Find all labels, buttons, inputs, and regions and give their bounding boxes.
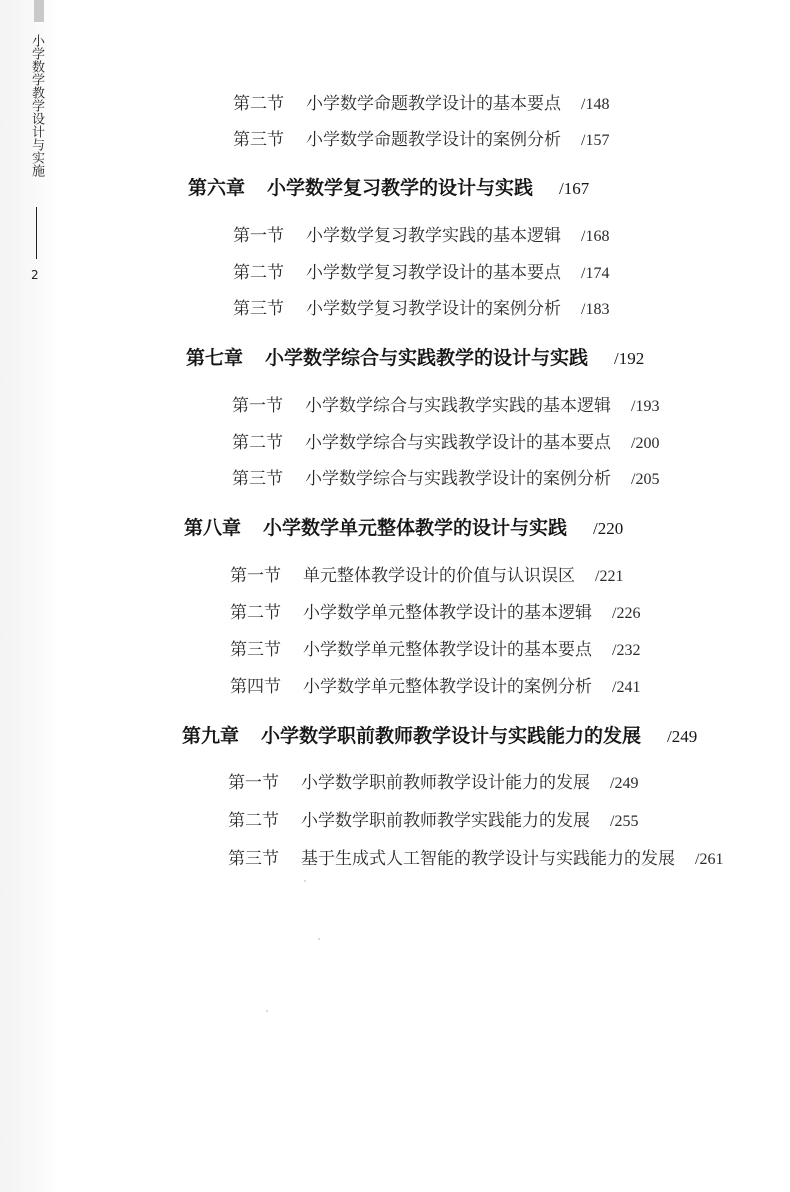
entry-title: 小学数学复习教学设计的基本要点: [306, 263, 561, 283]
scan-edge-shadow: [0, 0, 58, 1192]
entry-page: /221: [595, 568, 624, 585]
scan-speck: [318, 938, 320, 940]
entry-title: 小学数学单元整体教学的设计与实践: [263, 517, 568, 539]
entry-title: 小学数学综合与实践教学设计的基本要点: [305, 433, 611, 453]
running-title: 小学数学教学设计与实施: [29, 34, 44, 177]
entry-title: 小学数学职前教师教学实践能力的发展: [301, 811, 590, 831]
margin-divider: [36, 207, 37, 259]
entry-label: 第一节: [230, 566, 281, 586]
entry-page: /232: [612, 642, 641, 659]
entry-page: /226: [612, 605, 641, 622]
entry-title: 小学数学命题教学设计的案例分析: [306, 130, 561, 150]
page-number: 2: [31, 268, 39, 282]
entry-title: 小学数学综合与实践教学设计的案例分析: [305, 469, 611, 489]
entry-title: 小学数学职前教师教学设计与实践能力的发展: [261, 725, 642, 747]
toc-section-entry: [230, 598, 640, 623]
entry-page: /168: [581, 228, 610, 245]
entry-label: 第三节: [233, 299, 284, 319]
scan-corner-mark: [34, 0, 44, 22]
entry-page: /167: [559, 179, 590, 198]
toc-section-entry: [230, 672, 640, 697]
entry-page: /249: [667, 727, 698, 746]
entry-title: 小学数学单元整体教学设计的案例分析: [303, 677, 592, 697]
entry-label: 第七章: [186, 347, 244, 369]
entry-page: /174: [581, 265, 610, 282]
entry-page: /148: [581, 96, 610, 113]
toc-section-entry: [233, 125, 609, 150]
entry-label: 第一节: [228, 773, 279, 793]
entry-label: 第三节: [233, 130, 284, 150]
scan-speck: [304, 880, 306, 882]
entry-title: 单元整体教学设计的价值与认识误区: [303, 566, 575, 586]
entry-title: 小学数学综合与实践教学实践的基本逻辑: [305, 396, 611, 416]
entry-title: 小学数学复习教学的设计与实践: [267, 177, 534, 199]
entry-title: 小学数学综合与实践教学的设计与实践: [265, 347, 589, 369]
scan-speck: [266, 1010, 268, 1012]
entry-title: 小学数学职前教师教学设计能力的发展: [301, 773, 590, 793]
toc-section-entry: [230, 635, 640, 660]
toc-section-entry: [232, 464, 659, 489]
toc-section-entry: [233, 294, 609, 319]
entry-label: 第二节: [232, 433, 283, 453]
toc-section-entry: [233, 221, 609, 246]
entry-label: 第六章: [188, 177, 246, 199]
entry-page: /220: [593, 519, 624, 538]
entry-title: 小学数学命题教学设计的基本要点: [306, 94, 561, 114]
entry-label: 第二节: [230, 603, 281, 623]
toc-section-entry: [232, 428, 659, 453]
entry-page: /200: [631, 435, 660, 452]
entry-page: /255: [610, 813, 639, 830]
entry-title: 小学数学单元整体教学设计的基本要点: [303, 640, 592, 660]
toc-section-entry: [232, 391, 659, 416]
toc-chapter-entry: [184, 513, 623, 540]
toc-section-entry: [228, 806, 638, 831]
toc-section-entry: [233, 89, 609, 114]
entry-label: 第四节: [230, 677, 281, 697]
toc-section-entry: [233, 258, 609, 283]
entry-page: /205: [631, 471, 660, 488]
entry-title: 基于生成式人工智能的教学设计与实践能力的发展: [301, 849, 675, 869]
toc-section-entry: [230, 561, 623, 586]
toc-chapter-entry: [182, 721, 697, 748]
entry-label: 第二节: [233, 263, 284, 283]
toc-chapter-entry: [188, 173, 589, 200]
entry-label: 第二节: [228, 811, 279, 831]
entry-label: 第八章: [184, 517, 242, 539]
entry-label: 第九章: [182, 725, 240, 747]
entry-label: 第二节: [233, 94, 284, 114]
entry-page: /249: [610, 775, 639, 792]
toc-chapter-entry: [186, 343, 644, 370]
entry-label: 第三节: [232, 469, 283, 489]
entry-page: /192: [614, 349, 645, 368]
entry-title: 小学数学单元整体教学设计的基本逻辑: [303, 603, 592, 623]
entry-title: 小学数学复习教学设计的案例分析: [306, 299, 561, 319]
entry-page: /193: [631, 398, 660, 415]
entry-page: /261: [695, 851, 724, 868]
toc-section-entry: [228, 844, 723, 869]
entry-page: /157: [581, 132, 610, 149]
entry-page: /241: [612, 679, 641, 696]
entry-label: 第三节: [228, 849, 279, 869]
entry-label: 第三节: [230, 640, 281, 660]
entry-label: 第一节: [232, 396, 283, 416]
entry-title: 小学数学复习教学实践的基本逻辑: [306, 226, 561, 246]
entry-page: /183: [581, 301, 610, 318]
entry-label: 第一节: [233, 226, 284, 246]
toc-section-entry: [228, 768, 638, 793]
